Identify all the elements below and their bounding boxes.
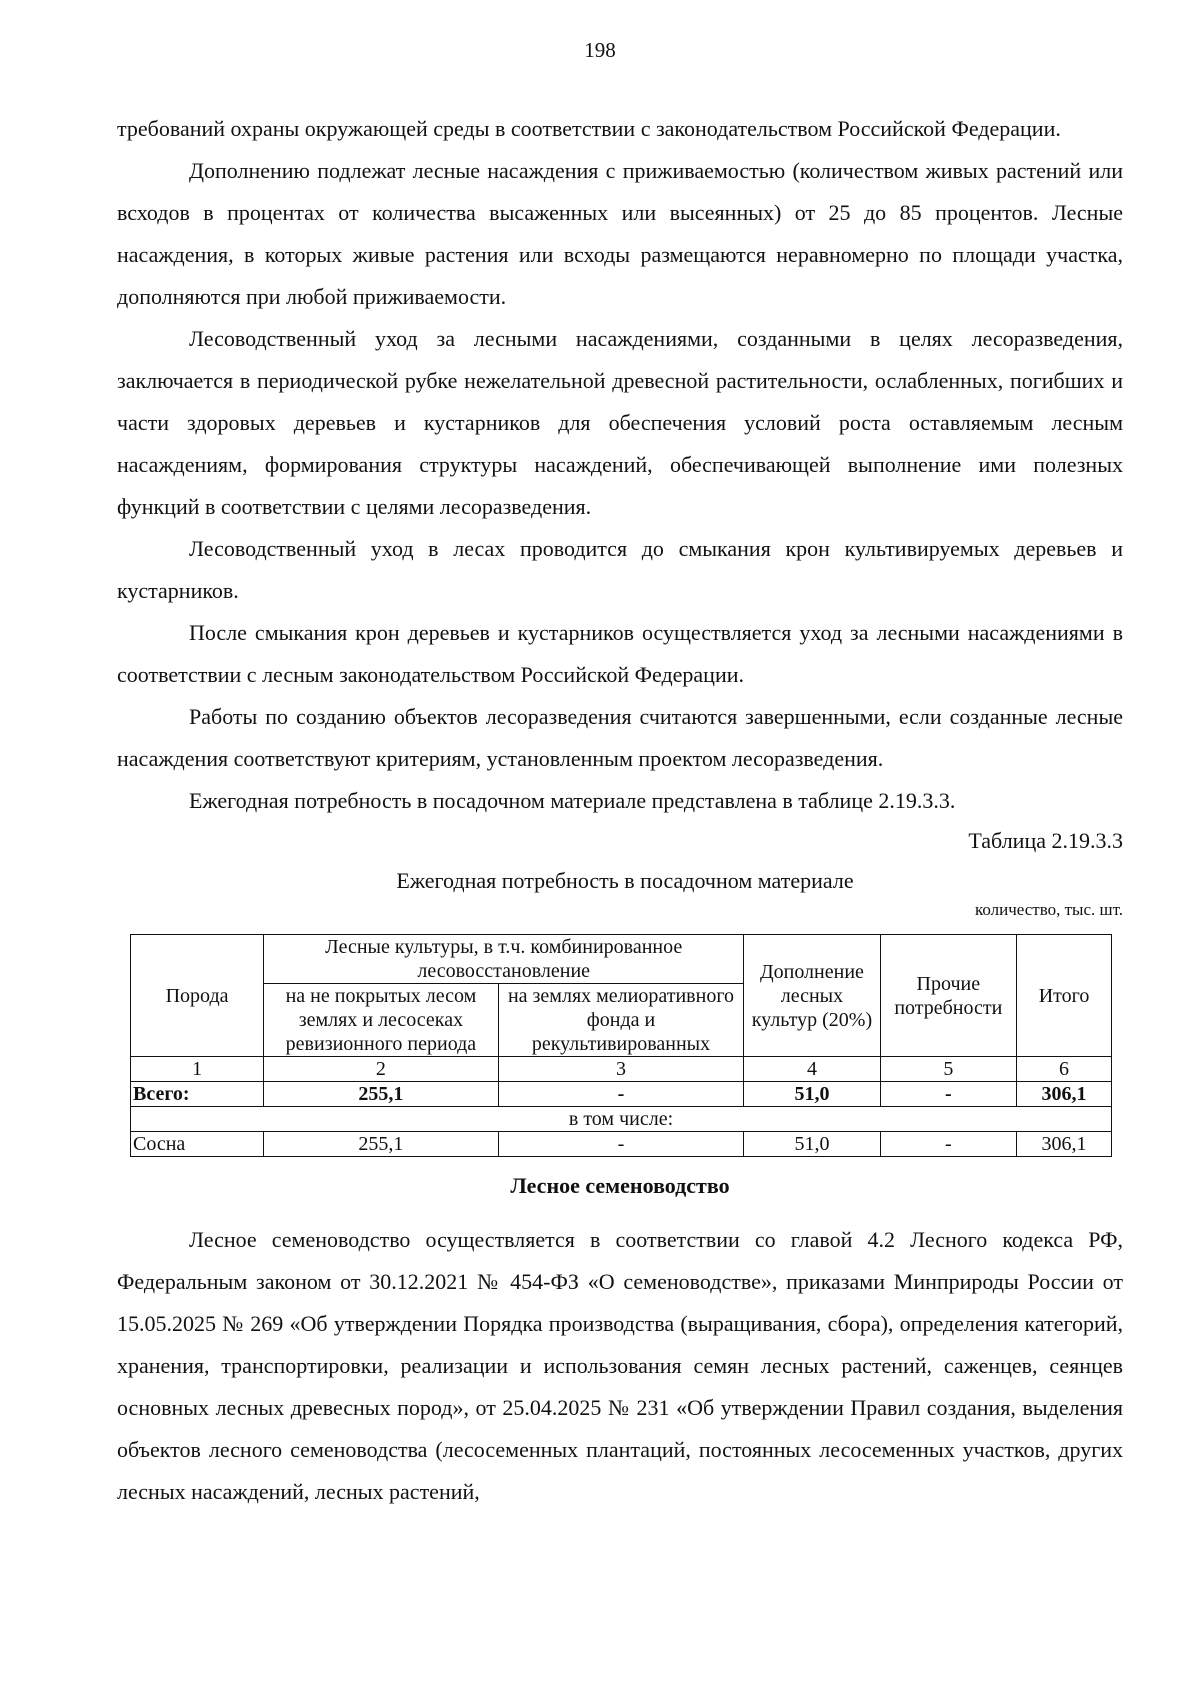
paragraph: Лесоводственный уход в лесах проводится до смыкания крон культивируемых деревьев и кустарников. <box>117 536 1123 603</box>
table-cell: 51,0 <box>744 1132 880 1157</box>
header-supplement: Дополнение лесных культур (20%) <box>744 935 880 1057</box>
paragraph: требований охраны окружающей среды в соответствии с законодательством Российской Федерации. <box>117 116 1061 141</box>
table-cell: - <box>880 1082 1016 1107</box>
table-cell: Всего: <box>131 1082 264 1107</box>
header-total: Итого <box>1017 935 1112 1057</box>
column-number: 5 <box>880 1057 1016 1082</box>
paragraph: Работы по созданию объектов лесоразведения считаются завершенными, если созданные лесные насаждения соответствуют критериям, установленным проектом лесоразведения. <box>117 704 1123 771</box>
table-cell: - <box>498 1082 744 1107</box>
paragraph: Ежегодная потребность в посадочном материале представлена в таблице 2.19.3.3. <box>189 788 956 813</box>
header-reclamation-lands: на землях мелиоративного фонда и рекультивированных <box>498 984 744 1057</box>
column-number: 4 <box>744 1057 880 1082</box>
table-cell: - <box>880 1132 1016 1157</box>
table-cell: 51,0 <box>744 1082 880 1107</box>
paragraph: Лесное семеноводство осуществляется в соответствии со главой 4.2 Лесного кодекса РФ, Федеральным законом от 30.12.2021 № 454-ФЗ «О семеноводстве», приказами Минприроды России от 15.05.2025 № 269 «Об утверждении Порядка производства (выращивания, сбора), определения категорий, хранения, транспортировки, реализации и использования семян лесных растений, саженцев, сеянцев основных лесных древесных пород», от 25.04.2025 № 231 «Об утверждении Правил создания, выделения объектов лесного семеноводства (лесосеменных плантаций, постоянных лесосеменных участков, других лесных насаждений, лесных растений, <box>117 1227 1123 1504</box>
page-number: 198 <box>584 38 616 62</box>
header-forest-cultures: Лесные культуры, в т.ч. комбинированное лесовосстановление <box>264 935 744 984</box>
table-cell: 306,1 <box>1017 1082 1112 1107</box>
column-number: 6 <box>1017 1057 1112 1082</box>
header-breed: Порода <box>131 935 264 1057</box>
paragraph: Лесоводственный уход за лесными насаждениями, созданными в целях лесоразведения, заключается в периодической рубке нежелательной древесной растительности, ослабленных, погибших и части здоровых деревьев и кустарников для обеспечения условий роста оставляемым лесным насаждениям, формирования структуры насаждений, обеспечивающей выполнение ими полезных функций в соответствии с целями лесоразведения. <box>117 326 1123 519</box>
table-cell: - <box>498 1132 744 1157</box>
table-units: количество, тыс. шт. <box>974 900 1123 919</box>
table-cell: Сосна <box>131 1132 264 1157</box>
table-cell: 306,1 <box>1017 1132 1112 1157</box>
column-number: 2 <box>264 1057 499 1082</box>
document-body <box>117 108 1123 1513</box>
column-number: 1 <box>131 1057 264 1082</box>
including-row <box>131 1107 1112 1132</box>
paragraph: Дополнению подлежат лесные насаждения с приживаемостью (количеством живых растений или всходов в процентах от количества высаженных или высеянных) от 25 до 85 процентов. Лесные насаждения, в которых живые растения или всходы размещаются неравномерно по площади участка, дополняются при любой приживаемости. <box>117 158 1123 309</box>
table-label: Таблица 2.19.3.3 <box>968 828 1123 853</box>
including-label: в том числе: <box>131 1107 1112 1132</box>
table-title: Ежегодная потребность в посадочном материале <box>396 868 854 893</box>
section-title: Лесное семеноводство <box>510 1173 730 1198</box>
header-other-needs: Прочие потребности <box>880 935 1016 1057</box>
table-cell: 255,1 <box>264 1082 499 1107</box>
total-row <box>131 1082 1112 1107</box>
column-number: 3 <box>498 1057 744 1082</box>
column-numbers-row <box>131 1057 1112 1082</box>
header-uncovered-lands: на не покрытых лесом землях и лесосеках ревизионного периода <box>264 984 499 1057</box>
planting-material-table <box>130 934 1112 1157</box>
table-header-row <box>131 935 1112 984</box>
paragraph: После смыкания крон деревьев и кустарников осуществляется уход за лесными насаждениями в соответствии с лесным законодательством Российской Федерации. <box>117 620 1123 687</box>
table-row <box>131 1132 1112 1157</box>
table-cell: 255,1 <box>264 1132 499 1157</box>
